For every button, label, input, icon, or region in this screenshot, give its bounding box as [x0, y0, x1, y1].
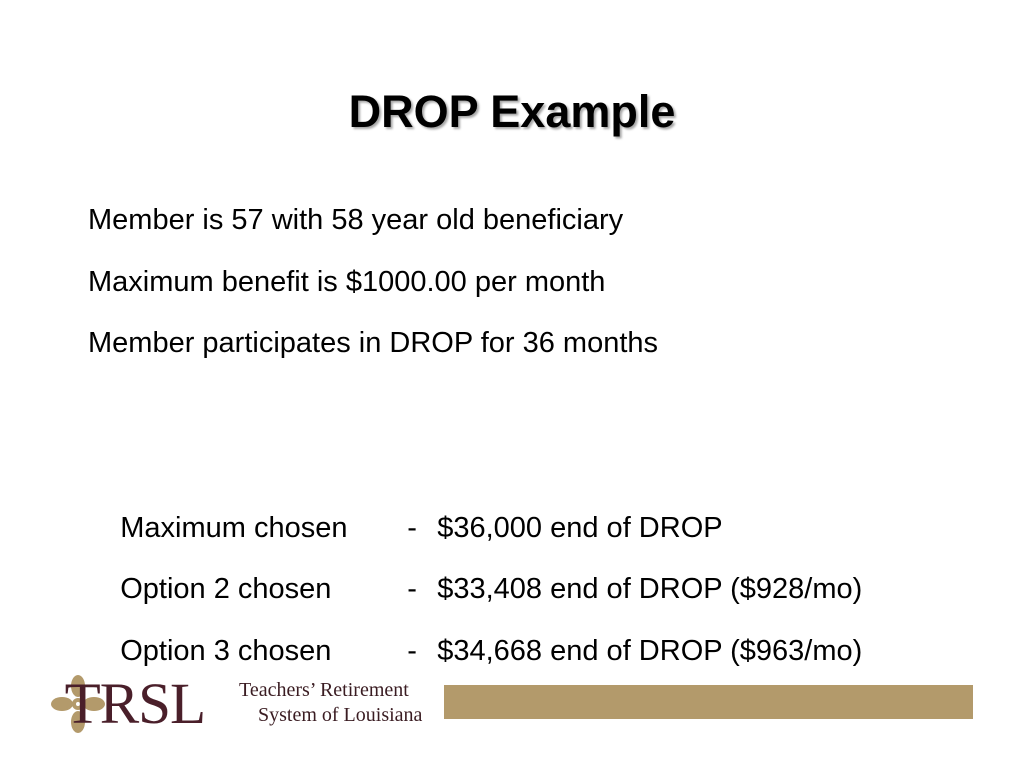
logo-abbreviation: TRSL	[64, 671, 206, 736]
option-separator: -	[407, 573, 417, 605]
option-label: Option 2 chosen	[120, 573, 332, 605]
option-label: Option 3 chosen	[120, 634, 332, 667]
footer-accent-bar	[444, 685, 973, 719]
option-separator: -	[407, 634, 417, 667]
slide-body	[88, 190, 863, 667]
option-value: $34,668 end of DROP ($963/mo)	[437, 634, 863, 667]
intro-line-age: Member is 57 with 58 year old beneficiary	[88, 204, 624, 236]
option-row-maximum	[88, 436, 862, 544]
slide-title: DROP Example	[348, 86, 676, 137]
intro-line-benefit: Maximum benefit is $1000.00 per month	[88, 265, 606, 298]
option-value: $36,000 end of DROP	[437, 511, 723, 544]
intro-line-participation: Member participates in DROP for 36 months	[88, 327, 659, 359]
option-value: $33,408 end of DROP ($928/mo)	[437, 573, 863, 605]
option-label: Maximum chosen	[120, 511, 348, 544]
spacer-line	[88, 375, 862, 437]
logo-tagline-line2: System of Louisiana	[258, 704, 423, 726]
logo-tagline-line1: Teachers’ Retirement	[239, 679, 409, 701]
option-separator: -	[407, 511, 417, 544]
